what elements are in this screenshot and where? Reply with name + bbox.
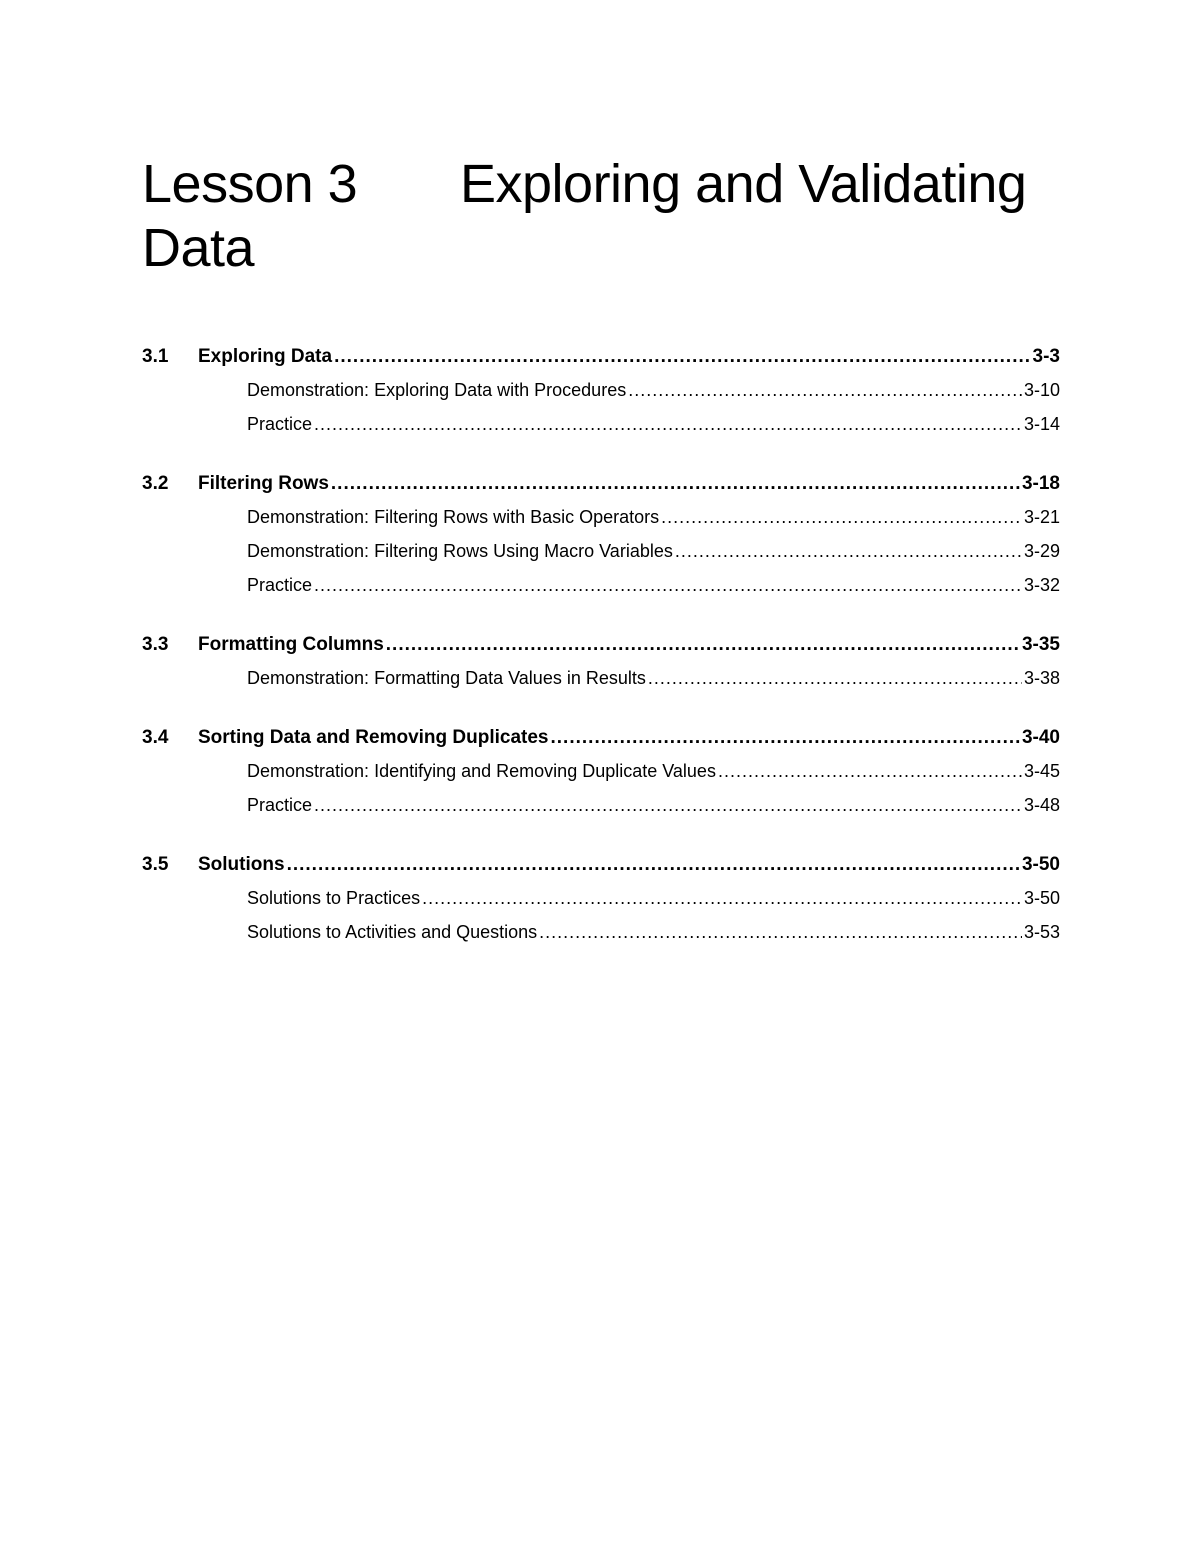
page-reference: 3-29 [1023, 541, 1060, 561]
toc-item[interactable] [142, 541, 1060, 575]
item-label: Solutions to Practices [247, 888, 421, 908]
section-title: Filtering Rows [198, 473, 329, 494]
page-reference: 3-48 [1023, 795, 1060, 815]
item-kind: Demonstration: [247, 761, 370, 781]
toc-item[interactable] [142, 922, 1060, 956]
item-kind: Demonstration: [247, 668, 370, 688]
item-title [247, 761, 716, 782]
toc-item[interactable] [142, 795, 1060, 829]
toc-section [142, 727, 1060, 829]
item-label: Filtering Rows Using Macro Variables [374, 541, 673, 561]
item-label: Identifying and Removing Duplicate Values [374, 761, 716, 781]
item-label: Practice [247, 575, 313, 595]
toc-section [142, 473, 1060, 609]
toc-item[interactable] [142, 668, 1060, 702]
item-label: Formatting Data Values in Results [374, 668, 646, 688]
item-title [247, 668, 646, 689]
dot-leader [422, 888, 1022, 909]
section-number: 3.1 [142, 346, 169, 367]
item-label: Exploring Data with Procedures [374, 380, 627, 400]
item-title [247, 575, 312, 596]
toc-section-entry[interactable] [142, 473, 1060, 507]
lesson-number: Lesson 3 [142, 154, 358, 214]
page-title [142, 152, 1082, 280]
toc-section-entry[interactable] [142, 854, 1060, 888]
dot-leader [628, 380, 1022, 401]
page-reference: 3-38 [1023, 668, 1060, 688]
dot-leader [314, 414, 1022, 435]
item-title [247, 541, 673, 562]
lesson-title-line2: Data [142, 218, 255, 278]
toc-section [142, 634, 1060, 702]
item-kind: Demonstration: [247, 380, 370, 400]
lesson-title-line1: Exploring and Validating [460, 154, 1027, 214]
page-reference: 3-3 [1032, 346, 1060, 367]
toc-item[interactable] [142, 575, 1060, 609]
toc-section-entry[interactable] [142, 346, 1060, 380]
toc-item[interactable] [142, 888, 1060, 922]
toc-item[interactable] [142, 761, 1060, 795]
page-reference: 3-50 [1021, 854, 1060, 875]
section-number: 3.3 [142, 634, 169, 655]
item-label: Solutions to Activities and Questions [247, 922, 538, 942]
dot-leader [314, 575, 1022, 596]
page-reference: 3-14 [1023, 414, 1060, 434]
page-reference: 3-32 [1023, 575, 1060, 595]
page-reference: 3-53 [1023, 922, 1060, 942]
toc-item[interactable] [142, 414, 1060, 448]
section-number: 3.5 [142, 854, 169, 875]
section-title: Sorting Data and Removing Duplicates [198, 727, 549, 748]
item-title [247, 414, 312, 435]
dot-leader [648, 668, 1022, 689]
page-reference: 3-18 [1021, 473, 1060, 494]
toc-section [142, 346, 1060, 448]
item-title [247, 922, 537, 943]
item-title [247, 888, 420, 909]
item-label: Practice [247, 414, 313, 434]
toc-item[interactable] [142, 380, 1060, 414]
item-label: Filtering Rows with Basic Operators [374, 507, 660, 527]
item-title [247, 795, 312, 816]
section-title: Solutions [198, 854, 285, 875]
dot-leader [287, 854, 1020, 876]
page-reference: 3-10 [1023, 380, 1060, 400]
page-reference: 3-21 [1023, 507, 1060, 527]
section-title: Exploring Data [198, 346, 333, 367]
page-reference: 3-50 [1023, 888, 1060, 908]
item-label: Practice [247, 795, 313, 815]
page-reference: 3-35 [1021, 634, 1060, 655]
table-of-contents [142, 346, 1060, 981]
toc-section-entry[interactable] [142, 634, 1060, 668]
toc-item[interactable] [142, 507, 1060, 541]
dot-leader [331, 473, 1020, 495]
page-reference: 3-40 [1021, 727, 1060, 748]
item-title [247, 380, 626, 401]
page-reference: 3-45 [1023, 761, 1060, 781]
section-number: 3.4 [142, 727, 169, 748]
dot-leader [539, 922, 1022, 943]
dot-leader [551, 727, 1020, 749]
toc-section [142, 854, 1060, 956]
dot-leader [314, 795, 1022, 816]
section-title: Formatting Columns [198, 634, 384, 655]
dot-leader [334, 346, 1030, 368]
dot-leader [718, 761, 1022, 782]
dot-leader [386, 634, 1020, 656]
item-title [247, 507, 659, 528]
section-number: 3.2 [142, 473, 169, 494]
toc-section-entry[interactable] [142, 727, 1060, 761]
dot-leader [675, 541, 1022, 562]
item-kind: Demonstration: [247, 541, 370, 561]
item-kind: Demonstration: [247, 507, 370, 527]
dot-leader [661, 507, 1022, 528]
